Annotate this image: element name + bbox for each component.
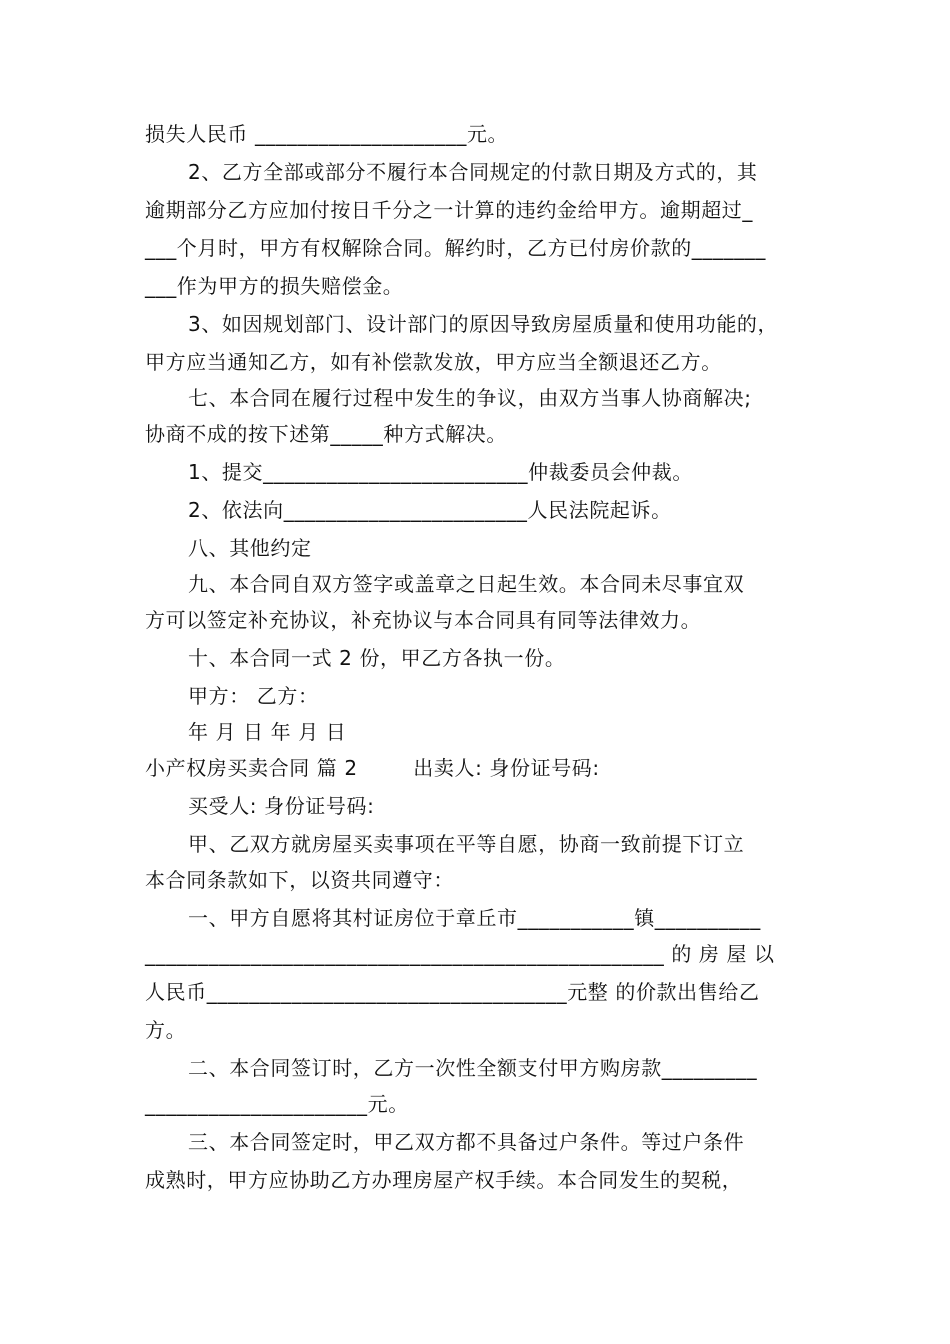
text-line: 方可以签定补充协议，补充协议与本合同具有同等法律效力。 (145, 608, 702, 632)
text-line: 成熟时，甲方应协助乙方办理房屋产权手续。本合同发生的契税， (145, 1168, 743, 1192)
text-line: ___个月时，甲方有权解除合同。解约时，乙方已付房价款的_______ (145, 236, 766, 260)
text-line: 3、如因规划部门、设计部门的原因导致房屋质量和使用功能的， (188, 312, 779, 336)
text-line: 八、其他约定 (188, 536, 312, 560)
text-line: 损失人民币 ____________________元。 (145, 122, 509, 146)
text-line: 二、本合同签订时，乙方一次性全额支付甲方购房款_________ (188, 1056, 758, 1080)
text-line: 2、依法向_______________________人民法院起诉。 (188, 498, 672, 522)
text-line: 九、本合同自双方签字或盖章之日起生效。本合同未尽事宜双 (188, 572, 745, 596)
text-line: 七、本合同在履行过程中发生的争议，由双方当事人协商解决; (188, 386, 752, 410)
text-line: 三、本合同签定时，甲乙双方都不具备过户条件。等过户条件 (188, 1130, 745, 1154)
text-line: 人民币__________________________________元整 的价款出售给乙 (145, 980, 760, 1004)
text-line: 逾期部分乙方应加付按日千分之一计算的违约金给甲方。逾期超过_ (145, 198, 753, 222)
text-line: 甲方应当通知乙方，如有补偿款发放，甲方应当全额退还乙方。 (145, 350, 722, 374)
text-line: 一、甲方自愿将其村证房位于章丘市___________镇__________ (188, 906, 761, 930)
text-line: 十、本合同一式 2 份，甲乙方各执一份。 (188, 646, 566, 670)
text-line: 甲、乙双方就房屋买卖事项在平等自愿，协商一致前提下订立 (188, 832, 745, 856)
text-line: 1、提交_________________________仲裁委员会仲裁。 (188, 460, 693, 484)
text-line: 本合同条款如下，以资共同遵守： (145, 868, 454, 892)
text-line: 2、乙方全部或部分不履行本合同规定的付款日期及方式的，其 (188, 160, 758, 184)
text-line: _________________________________________________ 的 房 屋 以 (145, 942, 775, 966)
text-line: 甲方： 乙方： (188, 684, 319, 708)
text-line: 协商不成的按下述第_____种方式解决。 (145, 422, 507, 446)
text-line: 方。 (145, 1018, 187, 1042)
section-heading: 小产权房买卖合同 篇 2 出卖人: 身份证号码: (145, 756, 600, 780)
text-line: 年 月 日 年 月 日 (188, 720, 347, 744)
text-line: ___作为甲方的损失赔偿金。 (145, 274, 404, 298)
text-line: _____________________元。 (145, 1092, 409, 1116)
text-line: 买受人: 身份证号码: (188, 794, 375, 818)
